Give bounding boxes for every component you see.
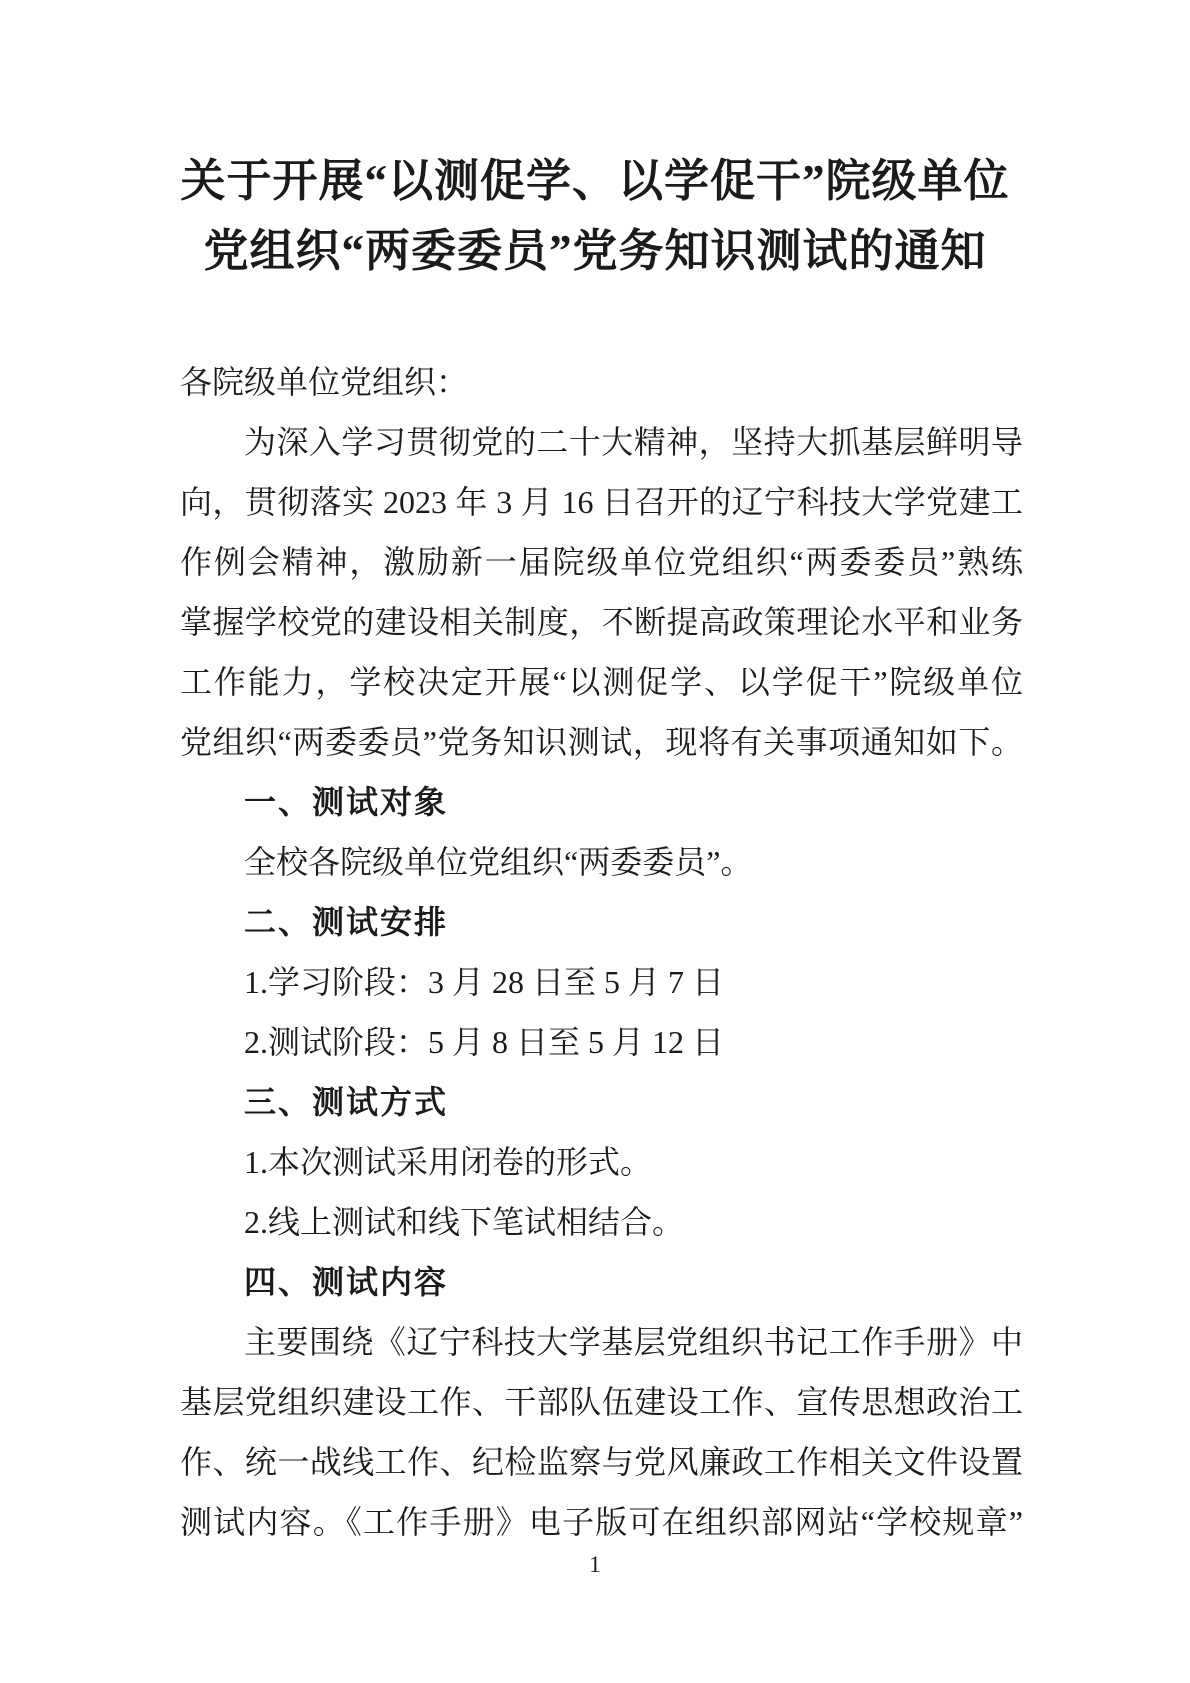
body-line: 掌握学校党的建设相关制度，不断提高政策理论水平和业务 bbox=[180, 604, 1023, 640]
body-line: 为深入学习贯彻党的二十大精神，坚持大抓基层鲜明导 bbox=[244, 424, 1023, 460]
document-body bbox=[180, 352, 1023, 1552]
body-line: 作、统一战线工作、纪检监察与党风廉政工作相关文件设置 bbox=[180, 1444, 1023, 1480]
title-line-2: 党组织“两委委员”党务知识测试的通知 bbox=[203, 226, 987, 276]
body-line: 基层党组织建设工作、干部队伍建设工作、宣传思想政治工 bbox=[180, 1384, 1023, 1420]
body-line: 工作能力，学校决定开展“以测促学、以学促干”院级单位 bbox=[180, 664, 1023, 700]
body-line: 2.线上测试和线下笔试相结合。 bbox=[244, 1204, 685, 1240]
body-line: 各院级单位党组织： bbox=[180, 364, 469, 400]
document-title bbox=[90, 146, 1100, 286]
body-line: 2.测试阶段：5 月 8 日至 5 月 12 日 bbox=[244, 1024, 725, 1060]
page-number: 1 bbox=[589, 1552, 601, 1577]
body-line: 主要围绕《辽宁科技大学基层党组织书记工作手册》中 bbox=[244, 1324, 1023, 1360]
body-line: 四、测试内容 bbox=[244, 1264, 449, 1300]
title-line-1: 关于开展“以测促学、以学促干”院级单位 bbox=[180, 156, 1010, 206]
body-line: 1.学习阶段：3 月 28 日至 5 月 7 日 bbox=[244, 964, 725, 1000]
body-line: 测试内容。《工作手册》电子版可在组织部网站“学校规章” bbox=[180, 1504, 1023, 1540]
body-line: 二、测试安排 bbox=[244, 904, 449, 940]
body-line: 党组织“两委委员”党务知识测试，现将有关事项通知如下。 bbox=[180, 724, 1023, 760]
body-line: 1.本次测试采用闭卷的形式。 bbox=[244, 1144, 653, 1180]
body-line: 全校各院级单位党组织“两委委员”。 bbox=[244, 844, 753, 880]
body-line: 一、测试对象 bbox=[244, 784, 449, 820]
body-line: 作例会精神，激励新一届院级单位党组织“两委委员”熟练 bbox=[180, 544, 1023, 580]
body-line: 三、测试方式 bbox=[244, 1084, 449, 1120]
body-line: 向，贯彻落实 2023 年 3 月 16 日召开的辽宁科技大学党建工 bbox=[180, 484, 1023, 520]
